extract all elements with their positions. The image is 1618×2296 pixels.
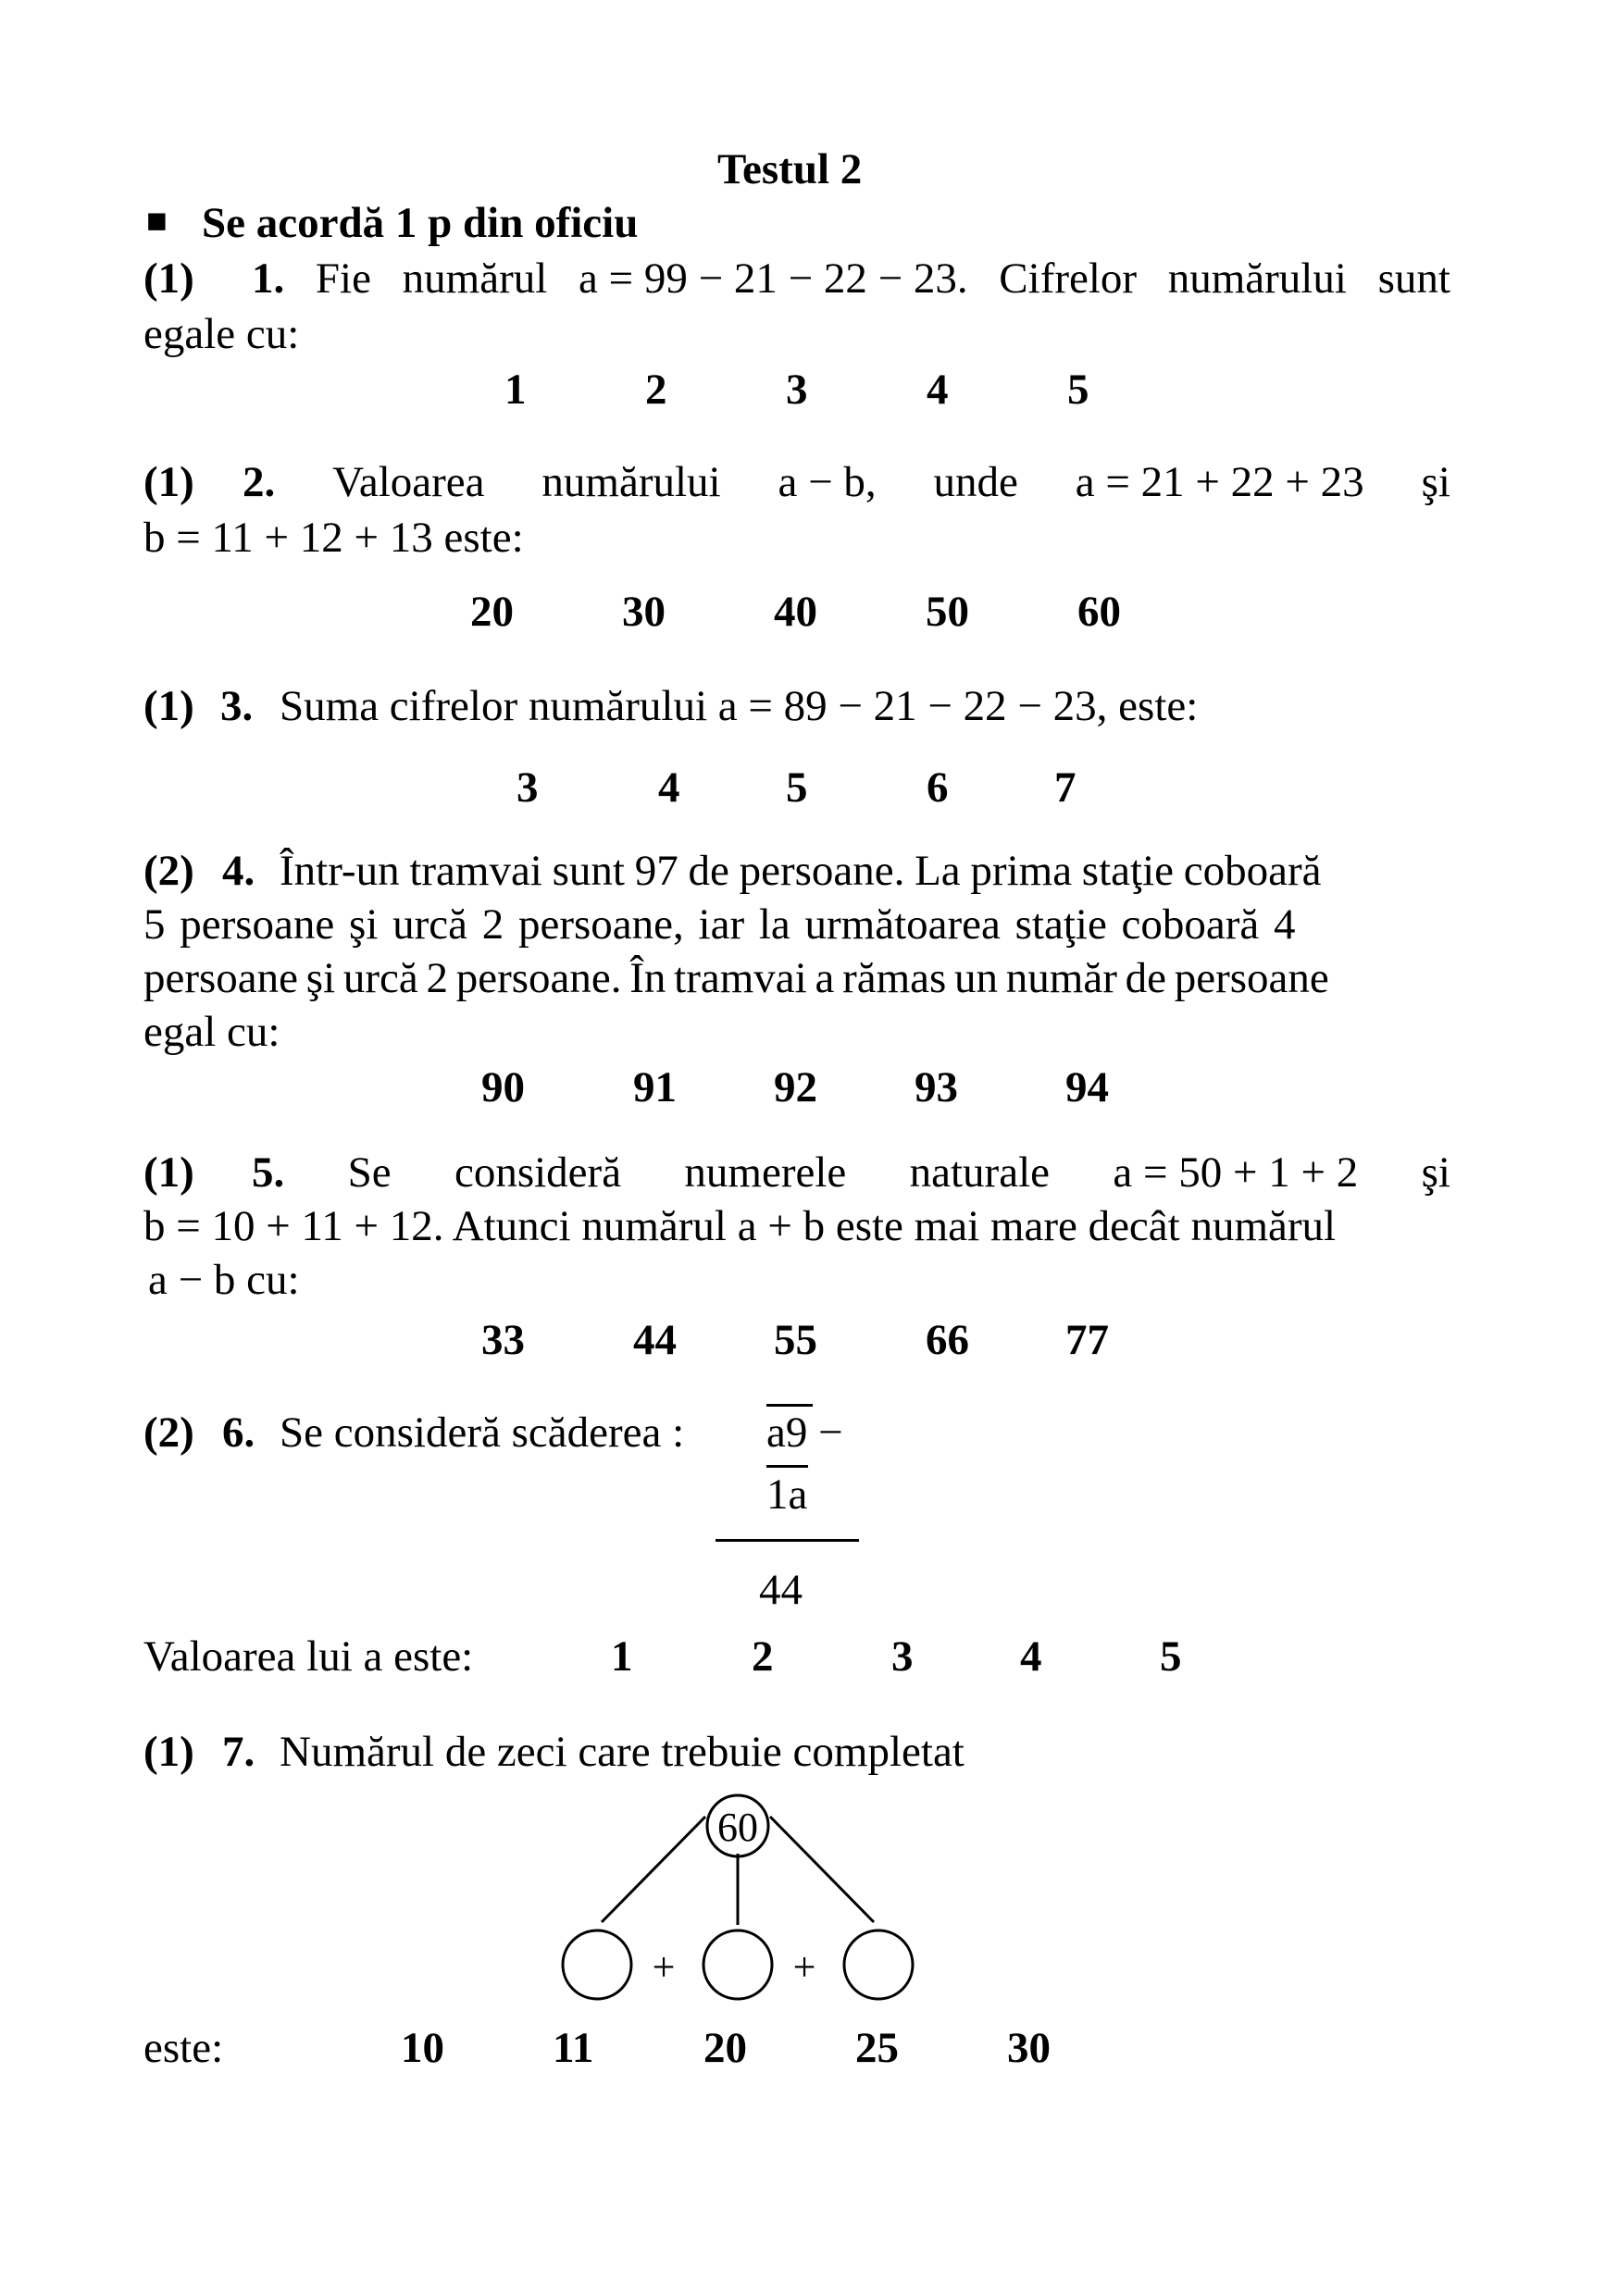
p1-number: 1. xyxy=(252,254,285,303)
p7-middle-circle xyxy=(703,1930,772,1999)
p1-word: sunt xyxy=(1377,254,1450,303)
p2-word: şi xyxy=(1421,458,1450,506)
p5-word: şi xyxy=(1421,1148,1450,1197)
p5-line2: b = 10 + 11 + 12. Atunci numărul a + b este mai mare decât numărul xyxy=(143,1202,1337,1250)
p2-expression: a = 21 + 22 + 23 xyxy=(1075,458,1364,506)
p4-option: 92 xyxy=(774,1063,817,1111)
p1-word: numărul xyxy=(402,254,548,303)
p4-number: 4. xyxy=(222,847,255,895)
p6-line1: Se consideră scăderea : xyxy=(280,1409,685,1457)
p1-option: 2 xyxy=(645,366,667,414)
p7-plus-left: + xyxy=(652,1944,676,1990)
p6-number: 6. xyxy=(222,1409,255,1457)
p2-option: 30 xyxy=(622,588,666,636)
p2-line2: b = 11 + 12 + 13 este: xyxy=(143,514,524,562)
p6-result-line xyxy=(716,1539,859,1542)
p1-expression: a = 99 − 21 − 22 − 23. xyxy=(578,254,968,303)
p4-option: 91 xyxy=(633,1063,677,1111)
p4-option: 93 xyxy=(915,1063,958,1111)
p2-option: 20 xyxy=(470,588,514,636)
p1-word: numărului xyxy=(1167,254,1347,303)
p7-option: 10 xyxy=(401,2024,444,2072)
p4-line2: 5 persoane şi urcă 2 persoane, iar la următoarea staţie coboară 4 xyxy=(143,900,1296,949)
p1-line2: egale cu: xyxy=(143,310,300,358)
p1-option: 5 xyxy=(1067,366,1089,414)
p5-word: numerele xyxy=(684,1148,847,1197)
p5-option: 33 xyxy=(481,1316,525,1364)
p2-points: (1) xyxy=(143,458,194,506)
p6-points: (2) xyxy=(143,1409,194,1457)
p1-word: Fie xyxy=(315,254,371,303)
p4-option: 94 xyxy=(1065,1063,1109,1111)
p7-plus-right: + xyxy=(792,1944,816,1990)
p6-option: 5 xyxy=(1160,1632,1182,1681)
p2-line1 xyxy=(243,458,1450,506)
p2-word: unde xyxy=(933,458,1018,506)
p1-points: (1) xyxy=(143,254,194,303)
p2-option: 60 xyxy=(1077,588,1121,636)
p7-top-circle xyxy=(707,1795,768,1856)
p4-points: (2) xyxy=(143,847,194,895)
p2-option: 40 xyxy=(774,588,817,636)
p2-word: numărului xyxy=(541,458,721,506)
p3-option: 7 xyxy=(1054,763,1077,812)
p7-points: (1) xyxy=(143,1728,194,1776)
p2-expression: a − b, xyxy=(778,458,877,506)
p6-minuend: a9 xyxy=(766,1409,808,1457)
p3-points: (1) xyxy=(143,682,194,730)
p2-word: Valoarea xyxy=(332,458,485,506)
p6-option: 4 xyxy=(1020,1632,1042,1681)
p7-right-circle xyxy=(844,1930,913,1999)
p2-option: 50 xyxy=(926,588,969,636)
p1-word: Cifrelor xyxy=(999,254,1138,303)
p7-option: 30 xyxy=(1007,2024,1051,2072)
p7-option: 20 xyxy=(703,2024,747,2072)
p7-left-circle xyxy=(563,1930,631,1999)
p4-line4: egal cu: xyxy=(143,1008,280,1056)
p3-line1: Suma cifrelor numărului a = 89 − 21 − 22 − 23, este: xyxy=(280,682,1199,730)
p5-points: (1) xyxy=(143,1148,194,1197)
p6-minus-sign: − xyxy=(818,1409,843,1457)
p5-word: naturale xyxy=(909,1148,1050,1197)
p6-result: 44 xyxy=(759,1566,803,1614)
intro-text: Se acordă 1 p din oficiu xyxy=(202,199,639,247)
p6-option: 3 xyxy=(891,1632,914,1681)
p2-number: 2. xyxy=(243,458,276,506)
p6-subtrahend-overline xyxy=(766,1465,808,1468)
p6-answer-label: Valoarea lui a este: xyxy=(143,1632,474,1681)
p7-option: 11 xyxy=(553,2024,594,2072)
p3-option: 4 xyxy=(658,763,680,812)
p7-top-value: 60 xyxy=(717,1805,758,1850)
p3-number: 3. xyxy=(220,682,254,730)
p6-minuend-overline xyxy=(766,1404,813,1407)
p5-line3: a − b cu: xyxy=(148,1256,300,1304)
p5-word: Se xyxy=(347,1148,392,1197)
p7-line1: Numărul de zeci care trebuie completat xyxy=(280,1728,965,1776)
p7-answer-label: este: xyxy=(143,2024,224,2072)
p6-subtrahend: 1a xyxy=(766,1471,808,1519)
bullet-icon: ■ xyxy=(146,202,168,241)
p7-option: 25 xyxy=(855,2024,899,2072)
p4-option: 90 xyxy=(481,1063,525,1111)
p5-word: consideră xyxy=(454,1148,622,1197)
p3-option: 5 xyxy=(786,763,808,812)
page-title: Testul 2 xyxy=(717,145,863,193)
p3-option: 3 xyxy=(517,763,539,812)
p5-line1 xyxy=(252,1148,1450,1197)
p3-option: 6 xyxy=(927,763,949,812)
p1-option: 3 xyxy=(786,366,808,414)
p7-branch-left xyxy=(602,1817,705,1922)
p1-option: 4 xyxy=(927,366,949,414)
p7-number: 7. xyxy=(222,1728,255,1776)
p1-line1 xyxy=(252,254,1450,303)
p5-expression: a = 50 + 1 + 2 xyxy=(1113,1148,1359,1197)
p6-option: 2 xyxy=(752,1632,774,1681)
p5-number: 5. xyxy=(252,1148,285,1197)
p4-line1: Într-un tramvai sunt 97 de persoane. La prima staţie coboară xyxy=(280,847,1322,895)
p5-option: 66 xyxy=(926,1316,969,1364)
p7-branch-right xyxy=(770,1817,874,1922)
p4-line3: persoane şi urcă 2 persoane. În tramvai a rămas un număr de persoane xyxy=(143,954,1329,1002)
p5-option: 55 xyxy=(774,1316,817,1364)
p1-option: 1 xyxy=(504,366,527,414)
p5-option: 77 xyxy=(1065,1316,1109,1364)
p5-option: 44 xyxy=(633,1316,677,1364)
p6-option: 1 xyxy=(611,1632,633,1681)
